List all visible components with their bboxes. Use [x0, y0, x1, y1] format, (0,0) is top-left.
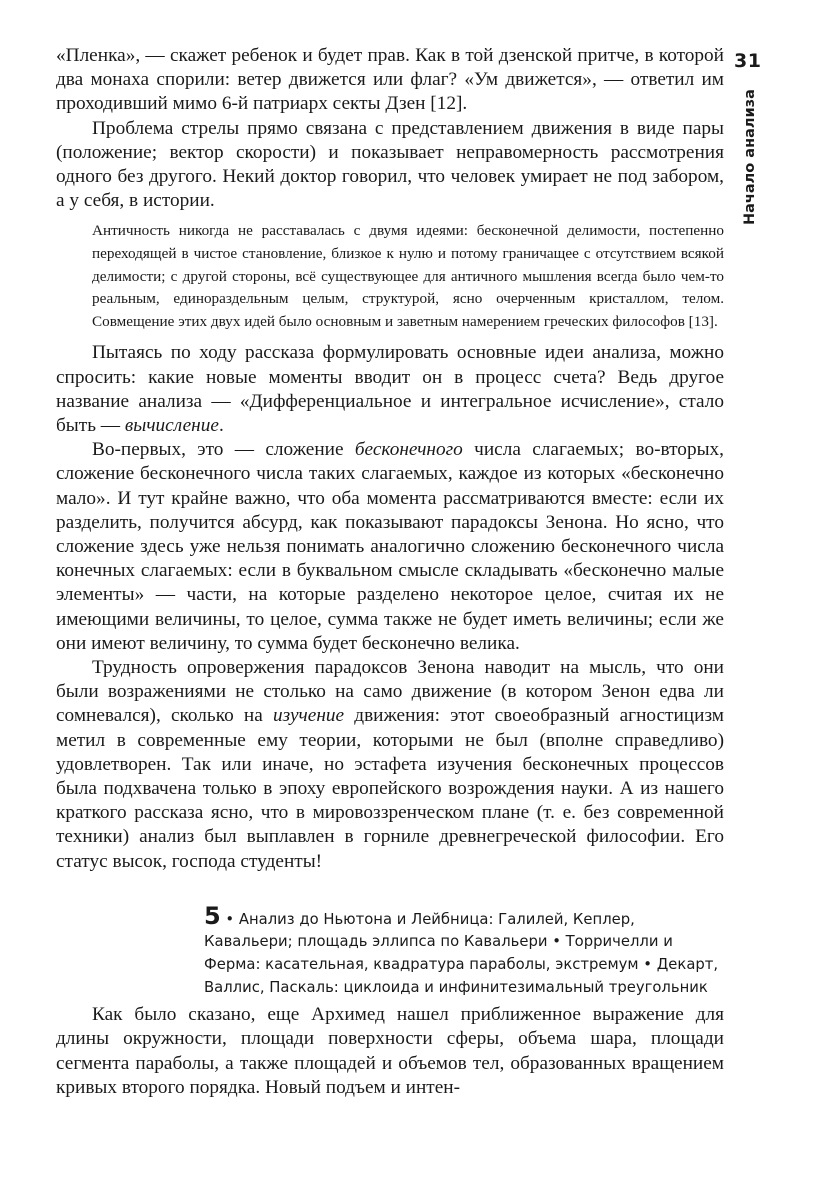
- paragraph-3: [56, 341, 724, 438]
- paragraph-5: [56, 656, 724, 874]
- paragraph-5-end: движения: этот своеобразный агностицизм метил в современные ему теории, которыми не был (вполне справедливо) удовлетворен. Так или иначе, но эстафета изучения бесконечных процессов была подхвачена только в эпоху европейского возрождения науки. А из нашего краткого рассказа ясно, что в мировоззренческом плане (т. е. без современной техники) анализ был выплавлен в горниле древнегреческой философии. Его статус высок, господа студенты!: [56, 705, 724, 872]
- paragraph-4-text: Во-первых, это — сложение: [92, 439, 355, 461]
- section-number: 5: [204, 901, 221, 930]
- block-quote: Античность никогда не расставалась с двумя идеями: бесконечной делимости, постепенно переходящей в чистое становление, близкое к нулю и потому граничащее с отсутствием всякой делимости; с другой стороны, всё существующее для античного мышления всегда было чем-то реальным, единораздельным целым, структурой, ясно очерченным кристаллом, телом. Совмещение этих двух идей было основным и заветным намерением греческих философов [13].: [92, 222, 724, 330]
- page-body: [56, 44, 724, 1100]
- paragraph-5-text: Трудность опровержения парадоксов Зенона наводит на мысль, что они были возражениями не столько на само движение (в котором Зенон едва ли сомневался), сколько на: [56, 657, 724, 727]
- section-heading: [204, 901, 724, 999]
- paragraph-5-emphasis: изучение: [272, 705, 345, 727]
- paragraph-4-end: числа слагаемых; во-вторых, сложение бесконечного числа таких слагаемых, каждое из которых «бесконечно мало». И тут крайне важно, что оба момента рассматриваются вместе: если их разделить, получится абсурд, как показывают парадоксы Зенона. Но ясно, что сложение здесь уже нельзя понимать аналогично сложению бесконечного числа конечных слагаемых: если в буквальном смысле складывать «бесконечно малые элементы» — части, на которые разделено некоторое целое, считая их не имеющими величины, то целое, сумма также не будет иметь величины; если же они имеют величину, то сумма будет бесконечно велика.: [56, 439, 724, 654]
- paragraph-1: «Пленка», — скажет ребенок и будет прав. Как в той дзенской притче, в которой два монаха спорили: ветер движется или флаг? «Ум движется», — ответил им проходивший мимо 6-й патриарх секты Дзен [12].: [56, 45, 724, 115]
- paragraph-3-emphasis: вычисление: [124, 415, 219, 436]
- section-title: • Анализ до Ньютона и Лейбница: Галилей, Кеплер, Кавальери; площадь эллипса по Кавальери • Торричелли и Ферма: касательная, квадратура параболы, экстремум • Декарт, Валлис, Паскаль: циклоида и инфинитезимальный треугольник: [204, 910, 719, 996]
- paragraph-2: Проблема стрелы прямо связана с представлением движения в виде пары (положение; вектор скорости) и показывает неправомерность рассмотрения одного без другого. Некий доктор говорил, что человек умирает не под забором, а у себя, в истории.: [56, 117, 724, 212]
- paragraph-3-end: .: [218, 415, 224, 436]
- page-number: 31: [734, 50, 762, 72]
- paragraph-3-text: Пытаясь по ходу рассказа формулировать основные идеи анализа, можно спросить: какие новые моменты вводит он в процесс счета? Ведь другое название анализа — «Дифференциальное и интегральное исчисление», стало быть —: [56, 342, 724, 436]
- paragraph-4-emphasis: бесконечного: [354, 439, 463, 461]
- paragraph-6: Как было сказано, еще Архимед нашел приближенное выражение для длины окружности, площади поверхности сферы, объема шара, площади сегмента параболы, а также площадей и объемов тел, образованных вращением кривых второго порядка. Новый подъем и интен-: [56, 1004, 724, 1098]
- paragraph-4: [56, 438, 724, 656]
- running-head: Начало анализа: [742, 89, 758, 225]
